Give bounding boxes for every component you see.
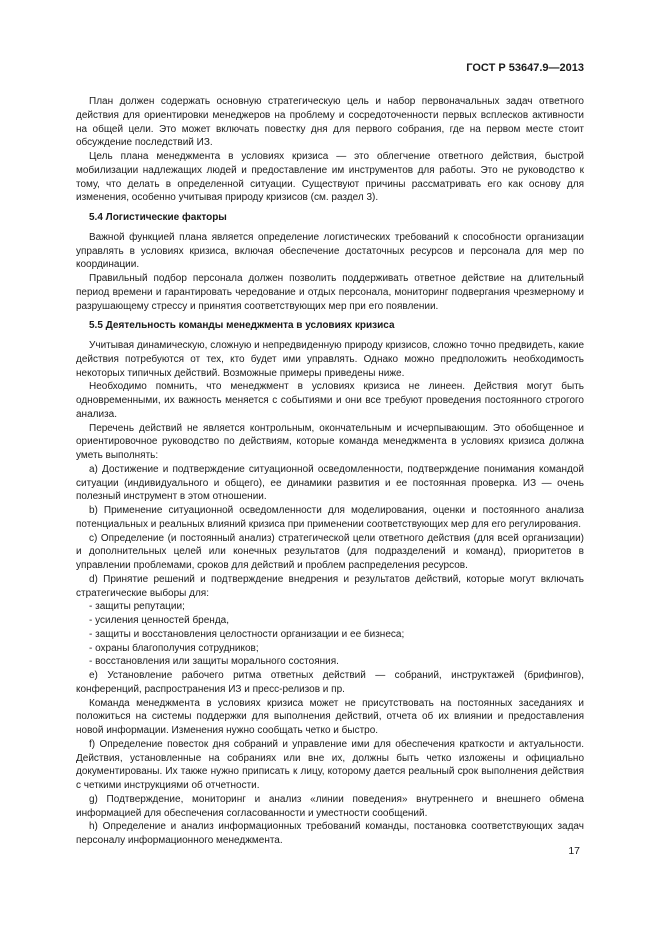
paragraph: Правильный подбор персонала должен позволить поддерживать ответное действие на длительный период времени и гарантировать чередование и отдых персонала, мониторинг подвергания чрезмерному и разрушающему стрессу и принятия соответствующих мер при его появлении. [76,273,584,312]
list-item: b) Применение ситуационной осведомленности для моделирования, оценки и постоянного анализа потенциальных и реальных влияний кризиса при применении соответствующих мер для его регулирования. [76,505,584,530]
dash-item: - восстановления или защиты морального состояния. [89,656,339,668]
list-item: e) Установление рабочего ритма ответных действий — собраний, инструктажей (брифингов), конференций, распространения ИЗ и пресс-релизов и пр. [76,670,584,695]
paragraph: Учитывая динамическую, сложную и непредвиденную природу кризисов, сложно точно предвидеть, какие действия потребуются от тех, кто будет ими управлять. Однако можно предположить необходимость некоторых типичных действий. Возможные примеры приведены ниже. [76,340,584,379]
list-item: d) Принятие решений и подтверждение внедрения и результатов действий, которые могут включать стратегические выборы для: [76,573,584,599]
section-heading: 5.5 Деятельность команды менеджмента в условиях кризиса [89,320,395,332]
page-number: 17 [568,845,580,857]
section-heading: 5.4 Логистические факторы [89,212,227,223]
dash-item: - усиления ценностей бренда, [89,615,230,626]
dash-item: - защиты репутации; [89,601,185,613]
paragraph: Необходимо помнить, что менеджмент в условиях кризиса не линеен. Действия могут быть одновременными, их важность меняется с событиями и они все требуют проведения постоянного строгого анализа. [76,381,584,420]
paragraph: Команда менеджмента в условиях кризиса может не присутствовать на постоянных заседаниях и положиться на системы поддержки для выполнения действий, отчета об их влиянии и предоставления новой информации. Изменения нужно сообщать четко и быстро. [76,697,584,736]
list-item: a) Достижение и подтверждение ситуационной осведомленности, подтверждение понимания командой ситуации (индивидуального и общего), ее динамики развития и ее постоянная проверка. ИЗ — очень полезный инструмент в этом отношении. [76,463,584,503]
list-item: f) Определение повесток дня собраний и управление ими для обеспечения краткости и актуальности. Действия, установленные на собраниях или вне их, должны быть четко изложены и официально документированы. Их также нужно приписать к лицу, которому дается реальный срок выполнения действия с четкими инструкциями об отчетности. [76,738,584,791]
paragraph: Важной функцией плана является определение логистических требований к способности организации управлять в условиях кризиса, включая обеспечение достаточных ресурсов и персонала для мер по координации. [76,231,584,271]
list-item: c) Определение (и постоянный анализ) стратегической цели ответного действия (для всей организации) и дополнительных целей или конечных результатов (для подразделений и команд), приоритетов в управлении проблемами, сроков для действий и проблем распределения ресурсов. [76,532,584,571]
page-content [76,95,584,848]
dash-item: - охраны благополучия сотрудников; [89,642,259,654]
dash-item: - защиты и восстановления целостности организации и ее бизнеса; [89,628,405,640]
paragraph: План должен содержать основную стратегическую цель и набор первоначальных задач ответного действия для ориентировки менеджеров на проблему и сосредоточенности первых всплесков активности на общей цели. Это может включать повестку дня для первого собрания, где на первом месте стоит обсуждение последствий ИЗ. [76,96,584,149]
paragraph: Цель плана менеджмента в условиях кризиса — это облегчение ответного действия, быстрой мобилизации надлежащих людей и предоставление им инструментов для работы. Это не руководство к тому, что делать в определенной ситуации. Существуют причины рассматривать его как основу для изменения, особенно учитывая природу кризисов (см. раздел 3). [76,151,584,204]
list-item: h) Определение и анализ информационных требований команды, постановка соответствующих задач персоналу информационного менеджмента. [76,821,584,846]
list-item: g) Подтверждение, мониторинг и анализ «линии поведения» внутреннего и внешнего обмена информацией для обеспечения согласованности и уместности сообщений. [76,793,584,819]
document-code: ГОСТ Р 53647.9—2013 [466,62,584,74]
paragraph: Перечень действий не является контрольным, окончательным и исчерпывающим. Это обобщенное и ориентировочное руководство по действиям, которые команда менеджмента в условиях кризиса должна уметь выполнять: [76,422,584,461]
